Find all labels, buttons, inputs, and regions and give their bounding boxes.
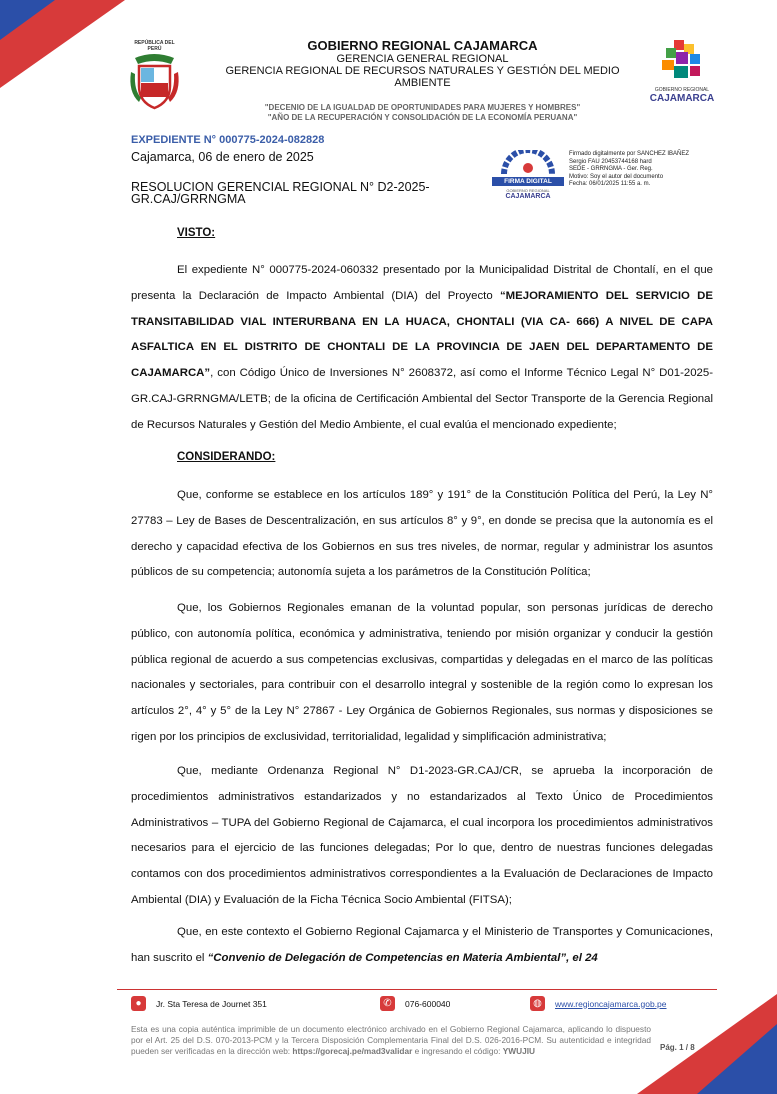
- convenio-name: “Convenio de Delegación de Competencias en Materia Ambiental”, el 24: [207, 951, 598, 964]
- visto-paragraph: [131, 258, 713, 439]
- logo-right-line2: CAJAMARCA: [649, 93, 715, 104]
- digital-signature-badge: [492, 150, 564, 202]
- paragraph: Que, conforme se establece en los artículos 189° y 191° de la Constitución Política del Perú, la Ley N° 27783 – Ley de Bases de Descentralización, en sus artículos 8° y 9°, en donde se precisa que la autonomía es el derecho y capacidad efectiva de los Gobiernos en sus tres niveles, de normar, regular y administrar los asuntos públicos de su competencia; autonomía sujeta a los parámetros de la Constitución Política;: [131, 489, 713, 579]
- header-title: GOBIERNO REGIONAL CAJAMARCA: [307, 38, 538, 53]
- page-number: Pág. 1 / 8: [660, 1043, 695, 1052]
- signature-line: Sergio FAU 20453744168 hard: [569, 158, 652, 165]
- visto-text-a: El expediente N° 000775-2024-060332 presentado por la Municipalidad Distrital de Chontalí, en el que presenta la Declaración de Impacto Ambiental (DIA) del Proyecto: [131, 264, 713, 302]
- phone-icon: ✆: [380, 996, 395, 1011]
- paragraph: Que, los Gobiernos Regionales emanan de la voluntad popular, son personas jurídicas de derecho público, con autonomía política, económica y administrativa, teniendo por misión organizar y conducir la gestión pública regional de acuerdo a sus competencias exclusivas, compartidas y delegadas en el marco de las políticas nacionales y sectoriales, para contribuir con el desarrollo integral y sostenible de la región como lo expresan los artículos 2°, 4° y 5° de la Ley N° 27867 - Ley Orgánica de Gobiernos Regionales, sus normas y disposiciones se rigen por los principios de exclusividad, territorialidad, legalidad y simplificación administrativa;: [131, 602, 713, 743]
- signature-details: [569, 151, 744, 189]
- footer-divider: [117, 989, 717, 990]
- visto-text-b: , con Código Único de Inversiones N° 2608372, así como el Informe Técnico Legal N° D01-2025-GR.CAJ-GRRNGMA/LETB; de la oficina de Certificación Ambiental del Sector Transporte de la Gerencia Regional de Recursos Naturales y Gestión del Medio Ambiente, el cual evalúa el mencionado expediente;: [131, 367, 713, 431]
- considerando-p1: [131, 483, 713, 586]
- project-name: “MEJORAMIENTO DEL SERVICIO DE TRANSITABILIDAD VIAL INTERURBANA EN LA HUACA, CHONTALI (VIA CA- 666) A NIVEL DE CAPA ASFALTICA EN EL DISTRITO DE CHONTALI DE LA PROVINCIA DE JAEN DEL DEPARTAMENTO DE CAJAMARCA”: [131, 289, 713, 380]
- logo-left-text: REPÚBLICA DEL PERÚ: [134, 40, 175, 52]
- footer-phone: [380, 996, 450, 1011]
- footer-address: [131, 996, 267, 1011]
- decade-motto: "DECENIO DE LA IGUALDAD DE OPORTUNIDADES PARA MUJERES Y HOMBRES": [264, 103, 581, 112]
- legal-text-b: e ingresando el código:: [412, 1046, 503, 1056]
- globe-icon: ◍: [530, 996, 545, 1011]
- gear-icon: [498, 150, 558, 174]
- firma-digital-label: FIRMA DIGITAL: [492, 177, 564, 186]
- document-date: Cajamarca, 06 de enero de 2025: [131, 150, 314, 164]
- address-text: Jr. Sta Teresa de Journet 351: [156, 998, 267, 1009]
- visto-heading: VISTO:: [177, 227, 216, 239]
- considerando-p4: [131, 920, 713, 972]
- signature-line: Fecha: 06/01/2025 11:55 a. m.: [569, 181, 651, 187]
- considerando-heading: CONSIDERANDO:: [177, 451, 276, 463]
- resolution-number: RESOLUCION GERENCIAL REGIONAL N° D2-2025-GR.CAJ/GRRNGMA: [131, 180, 430, 206]
- location-pin-icon: ●: [131, 996, 146, 1011]
- expediente-number: EXPEDIENTE N° 000775-2024-082828: [131, 134, 325, 146]
- header-line2: GERENCIA GENERAL REGIONAL: [336, 53, 509, 65]
- phone-text: 076-600040: [405, 998, 451, 1009]
- year-motto: "AÑO DE LA RECUPERACIÓN Y CONSOLIDACIÓN DE LA ECONOMÍA PERUANA": [267, 113, 578, 122]
- cajamarca-region-logo: [644, 40, 720, 102]
- legal-notice: [131, 1024, 651, 1057]
- legal-text-a: Esta es una copia auténtica imprimible de un documento electrónico archivado en el Gobierno Regional Cajamarca, aplicando lo dispuesto por el Art. 25 del D.S. 070-2013-PCM y la Tercera Disposición Complementaria Final del D.S. 026-2016-PCM. Su autenticidad e integridad pueden ser verificadas en la dirección web:: [131, 1024, 651, 1056]
- validation-url[interactable]: https://gorecaj.pe/mad3validar: [292, 1046, 413, 1056]
- paragraph-text: Que, en este contexto el Gobierno Regional Cajamarca y el Ministerio de Transportes y Comunicaciones, han suscrito el: [131, 926, 713, 964]
- considerando-p3: [131, 759, 713, 914]
- logo-right-line1: GOBIERNO REGIONAL: [654, 87, 710, 93]
- peru-coat-of-arms-logo: [127, 40, 182, 106]
- firma-sub2: CAJAMARCA: [505, 193, 551, 200]
- paragraph: Que, mediante Ordenanza Regional N° D1-2023-GR.CAJ/CR, se aprueba la incorporación de procedimientos administrativos estandarizados y no estandarizados al Texto Único de Procedimientos Administrativos – TUPA del Gobierno Regional de Cajamarca, el cual incorpora los procedimientos administrativos necesarios para el ejercicio de las funciones delegadas; Por lo que, dentro de nuestras funciones delegadas contamos con dos procedimientos administrativos correspondientes a la Evaluación de Declaraciones de Impacto Ambiental (DIA) y Evaluación de la Ficha Técnica Socio Ambiental (FITSA);: [131, 765, 713, 906]
- shield-icon: [127, 52, 182, 110]
- considerando-p2: [131, 596, 713, 751]
- corner-stripes-top-left: [0, 0, 130, 90]
- signature-line: Firmado digitalmente por SANCHEZ IBAÑEZ: [569, 151, 690, 157]
- cajamarca-map-icon: [654, 40, 710, 82]
- signature-line: Motivo: Soy el autor del documento: [569, 173, 664, 180]
- firma-sub1: GOBIERNO REGIONAL: [506, 188, 550, 193]
- footer-web[interactable]: [530, 996, 667, 1011]
- web-link[interactable]: www.regioncajamarca.gob.pe: [555, 998, 667, 1009]
- validation-code: YWUJIU: [502, 1046, 536, 1056]
- header-line3: GERENCIA REGIONAL DE RECURSOS NATURALES Y GESTIÓN DEL MEDIO AMBIENTE: [225, 65, 620, 89]
- signature-line: SEDE - GRRNGMA - Ger. Reg.: [569, 166, 653, 172]
